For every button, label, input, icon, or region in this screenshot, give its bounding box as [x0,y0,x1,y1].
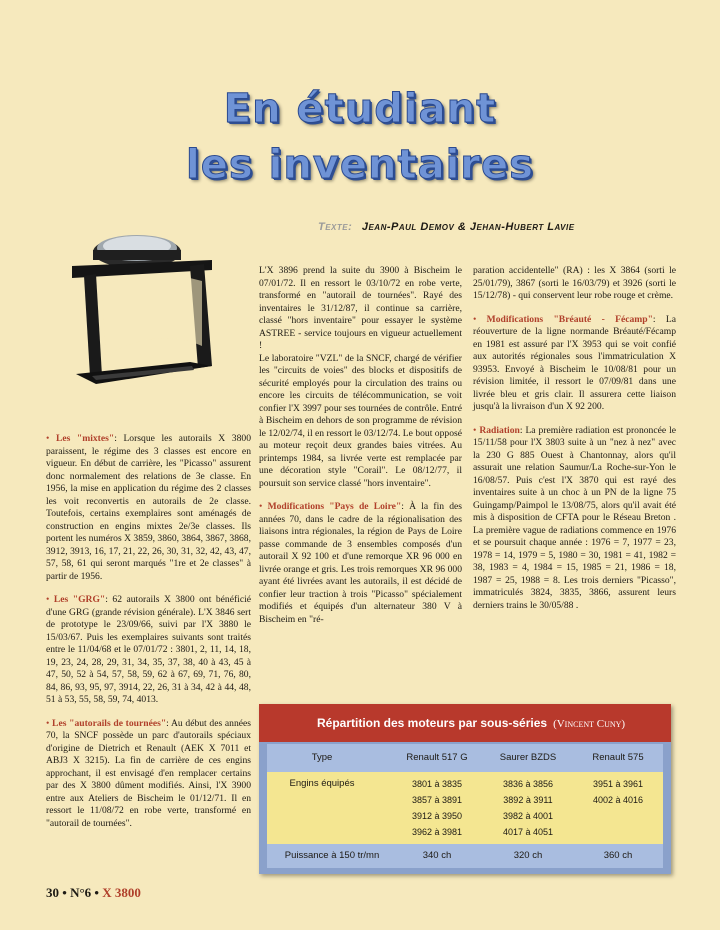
magnifier-loupe-image [62,226,222,396]
paragraph-grg: : 62 autorails X 3800 ont bénéficié d'une GRG (grande révision générale). L'X 3846 sert de prototype le 23/09/66, suivi par l'X 3880 le 15/03/67. Puis les exemplaires suivants sont traités entre le 11/04/68 et le 07/01/72 : 3801, 2, 11, 14, 18, 19, 23, 24, 28, 29, 31, 34, 35, 37, 38, 40 à 43, 45 à 47, 50, 52 à 54, 57, 58, 59, 62 à 67, 69, 71, 76, 80, 84, 86, 93, 95, 97, 3914, 22, 26, 31 à 34, 42 à 44, 48, 51 à 53, 55, 58, 59, 74, 4013. [46,594,252,705]
table-row-engins [267,772,663,844]
row-label-power: Puissance à 150 tr/mn [284,850,380,861]
table-cell: 3912 à 3950 [411,811,463,821]
table-cell: 4017 à 4051 [502,827,554,837]
table-cell: 3982 à 4001 [502,811,554,821]
section-heading-breaute-fecamp: Modifications "Bréauté - Fécamp" [486,313,653,325]
author-credit [318,221,698,233]
paragraph-vzl: Le laboratoire "VZL" de la SNCF, chargé de vérifier les "circuits de voies" des blocks et dispositifs de sécurité employés pour la circulation des trains ou encore les circuits de télécommunication, se voit confier l'X 3997 pour ses tournées de contrôle. Entré à Bischeim en dehors de son programme de révision le 12/02/74, il en ressort le 03/12/74. Le bout opposé au moteur reçoit deux grandes baies vitrées. Au printemps 1984, sa livrée verte est remplacée par une décoration style "Corail". Le 08/12/77, il poursuit son service classé "hors inventaire". [259,352,462,489]
page-title-line-2: les inventaires [186,142,534,188]
credit-authors: Jean-Paul Demov & Jehan-Hubert Lavie [361,221,575,233]
text-column-3: paration accidentelle" (RA) : les X 3864 (sorti le 25/01/79), 3867 (sorti le 16/03/79) et 3926 (sorti le 15/12/78) - qui conservent leur robe rouge et crème. • Modifications "Bréauté - Fécamp": La réouverture de la ligne normande Bréauté/Fécamp en 1981 est assuré par l'X 3953 qui se voit confié aux autorités régionales sous l'immatriculation X 93953. Envoyé à Bischeim le 10/08/81 pour un révision limitée, il ressort le 07/09/81 dans une livrée bleu et gris clair. Il assurera cette liaison jusqu'à la livraison d'un X 92 200. • Radiation: La première radiation est prononcée le 15/11/58 pour l'X 3803 suite à un "nez à nez" avec la 230 G 885 Ouest à Chantonnay, alors qu'il assurait une relation Saumur/La Roche-sur-Yon le 16/08/57. Puis c'est l'X 3870 qui est rayé des inventaires suite à un choc à un PN de la ligne 75 Guingamp/Paimpol le 13/08/75, alors qu'il avait été mis à disposition de CFTA pour le Réseau Breton . La première vague de radiations commence en 1976 et se poursuit chaque année : 1976 = 7, 1977 = 23, 1978 = 14, 1979 = 5, 1980 = 30, 1981 = 41, 1982 = 38, 1983 = 4, 1984 = 15, 1985 = 21, 1986 = 18, 1987 = 25, 1988 = 8. Les trois derniers "Picasso", immatriculés 3824, 3835, 3866, assurent leurs derniers trains le 30/05/88 . [473,265,677,611]
cell-renault-517g [393,776,481,840]
paragraph-radiation: : La première radiation est prononcée le 15/11/58 pour l'X 3803 suite à un "nez à nez" avec la 230 G 885 Ouest à Chantonnay, alors qu'il assurait une relation Saumur/La Roche-sur-Yon le 16/08/57. Puis c'est l'X 3870 qui est rayé des inventaires suite à un choc à un PN de la ligne 75 Guingamp/Paimpol le 13/08/75, alors qu'il avait été mis à disposition de CFTA pour le Réseau Breton . La première vague de radiations commence en 1976 et se poursuit chaque année : 1976 = 7, 1977 = 23, 1978 = 14, 1979 = 5, 1980 = 30, 1981 = 41, 1982 = 38, 1983 = 4, 1984 = 15, 1985 = 21, 1986 = 18, 1987 = 25, 1988 = 8. Les trois derniers "Picasso", immatriculés 3824, 3835, 3866, assurent leurs derniers trains le 30/05/88 . [473,424,676,611]
credit-label: Texte: [318,221,353,233]
table-cell: 3836 à 3856 [502,779,554,789]
engine-distribution-table [259,704,671,874]
header-type: Type [311,752,333,763]
power-renault-575: 360 ch [603,850,633,861]
power-saurer-bzds: 320 ch [513,850,543,861]
paragraph-x3896: L'X 3896 prend la suite du 3900 à Bischeim le 07/01/72. Il en ressort le 03/10/72 en robe verte, transformé en "autorail de tournées". Rayé des inventaires le 31/12/87, il continue sa carrière, classé "hors inventaire" pour essayer le système ASTREE - service toujours en vigueur actuellement ! [259,265,462,351]
cell-saurer-bzds [485,776,571,840]
table-cell: 3857 à 3891 [411,795,463,805]
paragraph-continuation: paration accidentelle" (RA) : les X 3864 (sorti le 25/01/79), 3867 (sorti le 16/03/79) et 3926 (sorti le 15/12/78) - qui conservent leur robe rouge et crème. [473,265,676,301]
magazine-name: X 3800 [102,885,141,900]
text-column-2: L'X 3896 prend la suite du 3900 à Bischeim le 07/01/72. Il en ressort le 03/10/72 en robe verte, transformé en "autorail de tournées". Rayé des inventaires le 31/12/87, il continue sa carrière, classé "hors inventaire" pour essayer le système ASTREE - service toujours en vigueur actuellement ! Le laboratoire "VZL" de la SNCF, chargé de vérifier les "circuits de voies" des blocks et dispositifs de sécurité employés pour la circulation des trains ou encore les circuits de télécommunication, se voit confier l'X 3997 pour ses tournées de contrôle. Entré à Bischeim en dehors de son programme de révision le 12/02/74, il en ressort le 03/12/74. Le bout opposé au moteur reçoit deux grandes baies vitrées. Au printemps 1984, sa livrée verte est remplacée par une décoration style "Corail". Le 08/12/77, il poursuit son service classé "hors inventaire". • Modifications "Pays de Loire": À la fin des années 70, dans le cadre de la régionalisation des liaisons intra régionales, la région de Pays de Loire passe commande de 3 ensembles composés d'un autorail X 92 100 et d'une remorque XR 96 000 en livrée orange et gris. Les trois remorques XR 96 000 ayant été livrées avant les autorails, il est décidé de confier leur traction à trois "Picasso" spécialement modifiés et équipés d'un alternateur 380 V à Bischeim en "ré- [259,265,463,625]
table-credit: (Vincent Cuny) [553,718,626,730]
paragraph-breaute-fecamp: : La réouverture de la ligne normande Bréauté/Fécamp en 1981 est assuré par l'X 3953 qui se voit confié aux autorités régionales sous l'immatriculation X 93953. Envoyé à Bischeim le 10/08/81 pour un révision limitée, il ressort le 07/09/81 dans une livrée bleu et gris clair. Il assurera cette liaison jusqu'à la livraison d'un X 92 200. [473,313,677,412]
table-cell: 3801 à 3835 [411,779,463,789]
table-title: Répartition des moteurs par sous-séries [317,716,548,730]
table-row-power [267,844,663,868]
section-heading-tournees: Les "autorails de tournées" [52,717,167,729]
section-heading-pays-de-loire: Modifications "Pays de Loire" [267,501,402,512]
paragraph-pays-de-loire: : À la fin des années 70, dans le cadre de la régionalisation des liaisons intra régionales, la région de Pays de Loire passe commande de 3 ensembles composés d'un autorail X 92 100 et d'une remorque XR 96 000 en livrée orange et gris. Les trois remorques XR 96 000 ayant été livrées avant les autorails, il est décidé de confier leur traction à trois "Picasso" spécialement modifiés et équipés d'un alternateur 380 V à Bischeim en "ré- [259,501,463,625]
issue-number: N°6 [70,885,92,900]
cell-renault-575 [573,776,663,808]
page-number: 30 [46,885,59,900]
table-cell: 3892 à 3911 [503,795,553,805]
header-renault-575: Renault 575 [592,752,644,763]
paragraph-mixtes: : Lorsque les autorails X 3800 paraissent, le régime des 3 classes est encore en vigueur. En début de carrière, les "Picasso" assurent donc normalement des relations de 3e classe. En 1956, la mise en application du régime des 2 classes les voit reconvertis en autorails de 2e classe. Toutefois, certains exemplaires sont aménagés de construction en engins mixtes 2e/3e classes. Ils portent les numéros X 3859, 3860, 3864, 3867, 3868, 3912, 3913, 16, 17, 21, 22, 26, 30, 31, 32, 42, 43, 47, 57, 58, 61 qui seront marqués "1re et 2e classes" à partir de 1956. [46,433,251,582]
text-column-1: • Les "mixtes": Lorsque les autorails X 3800 paraissent, le régime des 3 classes est encore en vigueur. En début de carrière, les "Picasso" assurent donc normalement des relations de 3e classe. En 1956, la mise en application du régime des 2 classes les voit reconvertis en autorails de 2e classe. Toutefois, certains exemplaires sont aménagés de construction en engins mixtes 2e/3e classes. Ils portent les numéros X 3859, 3860, 3864, 3867, 3868, 3912, 3913, 16, 17, 21, 22, 26, 30, 31, 32, 42, 43, 47, 57, 58, 61 qui seront marqués "1re et 2e classes" à partir de 1956. • Les "GRG": 62 autorails X 3800 ont bénéficié d'une GRG (grande révision générale). L'X 3846 sert de prototype le 23/09/66, suivi par l'X 3880 le 15/03/67. Puis les exemplaires suivants sont traités entre le 11/04/68 et le 07/01/72 : 3801, 2, 11, 14, 18, 19, 23, 24, 28, 29, 31, 34, 35, 37, 38, 40 à 43, 45 à 47, 50, 52 à 54, 57, 58, 59, 62 à 67, 69, 71, 76, 80, 84, 86, 93, 95, 97, 3914, 22, 26, 31 à 34, 42 à 44, 48, 51 à 53, 55, 58, 59, 74, 4013. • Les "autorails de tournées": Au début des années 70, la SNCF possède un parc d'autorails spéciaux d'origine de Dietrich et Renault (AEK X 7011 et ABJ3 X 3215). La fin de carrière de ces engins approchant, il est envisagé d'en remplacer certains par des X 3800 dûment modifiés. Ainsi, l'X 3900 entre aux Ateliers de Bischeim le 01/12/71. Il en ressort le 11/08/72 en robe verte, transformé en "autorail de tournées". [46,433,252,829]
power-renault-517g: 340 ch [422,850,452,861]
table-cell: 3962 à 3981 [411,827,463,837]
header-saurer-bzds: Saurer BZDS [499,752,557,763]
table-cell: 3951 à 3961 [592,779,644,789]
paragraph-tournees: : Au début des années 70, la SNCF possède un parc d'autorails spéciaux d'origine de Dietrich et Renault (AEK X 7011 et ABJ3 X 3215). La fin de carrière de ces engins approchant, il est envisagé d'en remplacer certains par des X 3800 dûment modifiés. Ainsi, l'X 3900 entre aux Ateliers de Bischeim le 01/12/71. Il en ressort le 11/08/72 en robe verte, transformé en "autorail de tournées". [46,717,251,829]
page-footer: 30 • N°6 • X 3800 [46,885,141,900]
section-heading-grg: Les "GRG" [53,594,106,605]
page-title-line-1: En étudiant [223,86,497,132]
row-label-engins: Engins équipés [289,778,355,789]
header-renault-517g: Renault 517 G [406,752,468,763]
section-heading-radiation: Radiation [479,424,520,436]
table-header-row [267,744,663,772]
table-cell: 4002 à 4016 [592,795,644,805]
table-title-bar [259,704,671,742]
section-heading-mixtes: Les "mixtes" [55,433,115,444]
